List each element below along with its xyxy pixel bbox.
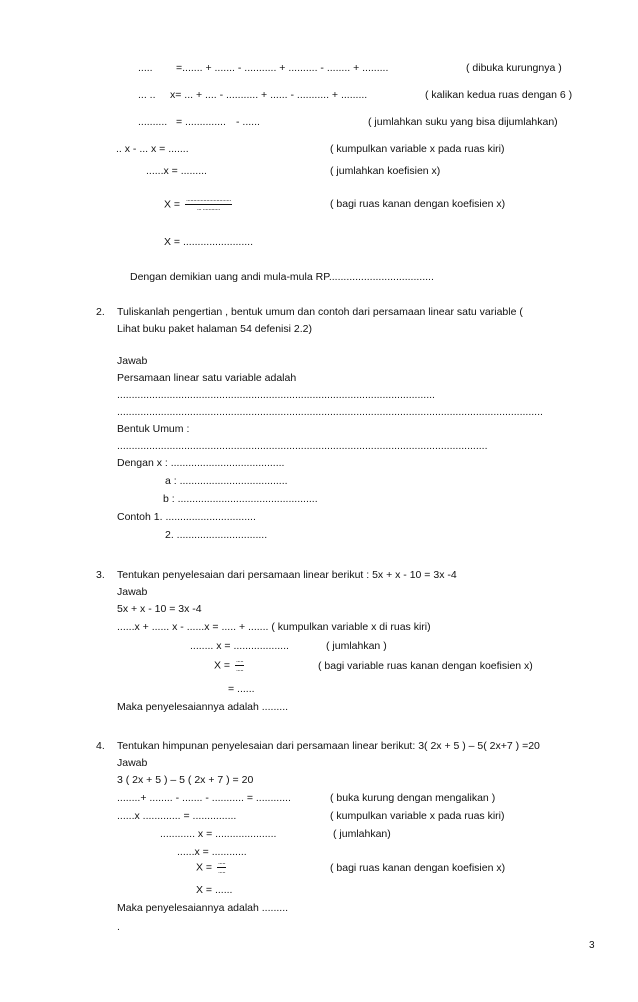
fraction-numerator: ..... <box>217 859 226 866</box>
q3-step3-note: ( bagi variable ruas kanan dengan koefisien x) <box>318 660 533 672</box>
q4-jawab: Jawab <box>117 757 148 769</box>
q2-bentuk-umum: Bentuk Umum : <box>117 423 190 435</box>
q3-text: Tentukan penyelesaian dari persamaan linear berikut : 5x + x - 10 = 3x -4 <box>117 569 457 581</box>
q4-text: Tentukan himpunan penyelesaian dari persamaan linear berikut: 3( 2x + 5 ) – 5( 2x+7 ) =20 <box>117 740 540 752</box>
s1-line6-lhs: X = <box>164 198 181 211</box>
fraction-denominator: ... ............ <box>196 205 220 212</box>
q4-trailing-dot: . <box>117 921 120 933</box>
q3-step2-expr: ........ x = ................... <box>190 640 289 652</box>
fraction-numerator: ............................... <box>185 196 231 203</box>
s1-line3-expr: = .............. <box>176 116 226 128</box>
s1-line7: X = ........................ <box>164 236 253 248</box>
q2-blank-1: ............................................................................................................. <box>117 389 435 401</box>
q4-step2-note: ( kumpulkan variable x pada ruas kiri) <box>330 810 505 822</box>
q4-step1-expr: ........+ ........ - ....... - ........... = ............ <box>117 792 291 804</box>
q3-step1: ......x + ...... x - ......x = ..... + ....... ( kumpulkan variable x di ruas kiri) <box>117 621 431 633</box>
s1-line4-expr: .. x - ... x = ....... <box>116 143 189 155</box>
s1-line3-note: ( jumlahkan suku yang bisa dijumlahkan) <box>368 116 558 128</box>
q2-text-line1: Tuliskanlah pengertian , bentuk umum dan contoh dari persamaan linear satu variable ( <box>117 306 523 318</box>
q2-text-line2: Lihat buku paket halaman 54 defenisi 2.2) <box>117 323 312 335</box>
q4-conclusion: Maka penyelesaiannya adalah ......... <box>117 902 289 914</box>
s1-line3-lead: .......... <box>138 116 168 128</box>
s1-conclusion: Dengan demikian uang andi mula-mula RP.................................... <box>130 271 434 283</box>
q3-equation: 5x + x - 10 = 3x -4 <box>117 603 202 615</box>
q2-dengan: Dengan x : ....................................... <box>117 457 285 469</box>
q4-step5-lhs: X = <box>196 861 213 874</box>
s1-line1-expr: =....... + ....... - ........... + .......... - ........ + ......... <box>176 62 389 74</box>
s1-line2-lead: ... .. <box>138 89 156 101</box>
page-number: 3 <box>589 940 595 951</box>
q4-step3-note: ( jumlahkan) <box>333 828 391 840</box>
q2-contoh-2: 2. ............................... <box>165 529 268 541</box>
q3-number: 3. <box>96 569 105 581</box>
s1-line1-note: ( dibuka kurungnya ) <box>466 62 562 74</box>
s1-line3-expr2: - ...... <box>236 116 260 128</box>
q2-number: 2. <box>96 306 105 318</box>
q3-jawab: Jawab <box>117 586 148 598</box>
s1-line6 <box>164 196 232 213</box>
q3-conclusion: Maka penyelesaiannya adalah ......... <box>117 701 289 713</box>
fraction-numerator: ..... <box>235 657 244 664</box>
q3-step2-note: ( jumlahkan ) <box>326 640 387 652</box>
fraction-denominator: ..... <box>235 666 244 673</box>
q3-step3-lhs: X = <box>214 659 231 672</box>
q2-a: a : ..................................... <box>165 475 288 487</box>
s1-line6-note: ( bagi ruas kanan dengan koefisien x) <box>330 198 506 210</box>
q4-step5-note: ( bagi ruas kanan dengan koefisien x) <box>330 862 506 874</box>
q4-step5 <box>196 859 226 876</box>
s1-line6-fraction <box>185 196 232 213</box>
q4-step2-expr: ......x ............. = ............... <box>117 810 237 822</box>
s1-line5-note: ( jumlahkan koefisien x) <box>330 165 441 177</box>
q2-jawab: Jawab <box>117 355 148 367</box>
s1-line2-note: ( kalikan kedua ruas dengan 6 ) <box>425 89 573 101</box>
q4-step3-expr: ............ x = ..................... <box>160 828 277 840</box>
q4-step1-note: ( buka kurung dengan mengalikan ) <box>330 792 496 804</box>
q4-step6: X = ...... <box>196 884 233 896</box>
q3-step3 <box>214 657 244 674</box>
s1-line4-note: ( kumpulkan variable x pada ruas kiri) <box>330 143 505 155</box>
q2-blank-2: .................................................................................................................................................. <box>117 406 543 418</box>
q4-number: 4. <box>96 740 105 752</box>
q4-step4: ......x = ............ <box>177 846 247 858</box>
q3-step4: = ...... <box>228 683 255 695</box>
s1-line1-lead: ..... <box>138 62 153 74</box>
q2-b: b : ................................................ <box>163 493 318 505</box>
s1-line2-expr: x= ... + .... - ........... + ...... - ........... + ......... <box>170 89 368 101</box>
q2-definition-label: Persamaan linear satu variable adalah <box>117 372 297 384</box>
fraction-denominator: ..... <box>217 868 226 875</box>
q3-step3-fraction <box>235 657 244 674</box>
q2-blank-3: ............................................................................................................................... <box>117 440 488 452</box>
s1-line5-expr: ......x = ......... <box>146 165 207 177</box>
q2-contoh-1: Contoh 1. ............................... <box>117 511 256 523</box>
q4-equation: 3 ( 2x + 5 ) – 5 ( 2x + 7 ) = 20 <box>117 774 254 786</box>
q4-step5-fraction <box>217 859 226 876</box>
